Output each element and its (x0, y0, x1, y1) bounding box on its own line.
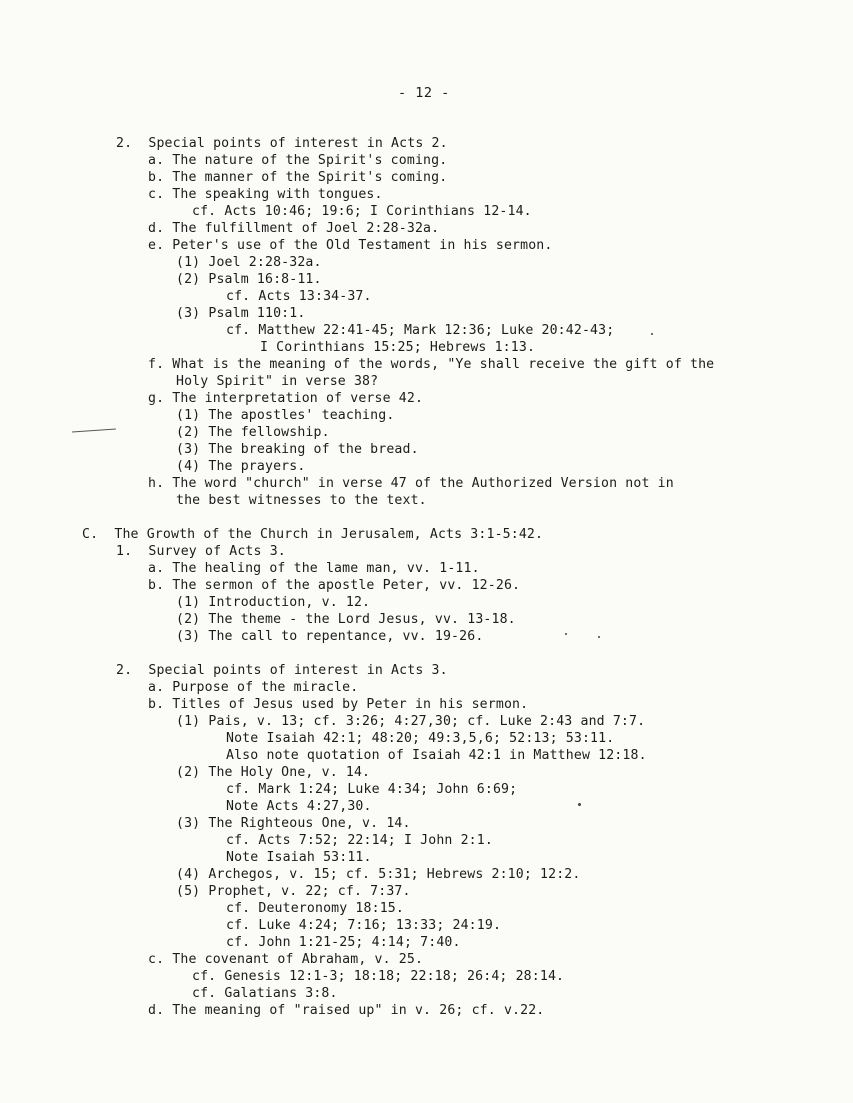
outline-line: b. The sermon of the apostle Peter, vv. 12-26. (148, 578, 521, 593)
outline-line: a. The healing of the lame man, vv. 1-11. (148, 561, 480, 576)
outline-line: cf. Luke 4:24; 7:16; 13:33; 24:19. (226, 918, 502, 933)
ink-speck (565, 633, 567, 635)
outline-line: Note Isaiah 53:11. (226, 850, 372, 865)
outline-line: b. The manner of the Spirit's coming. (148, 170, 448, 185)
outline-line: cf. Matthew 22:41-45; Mark 12:36; Luke 20:42-43; (226, 323, 615, 338)
outline-line: cf. Galatians 3:8. (192, 986, 338, 1001)
outline-line: (3) Psalm 110:1. (176, 306, 306, 321)
outline-line: a. The nature of the Spirit's coming. (148, 153, 448, 168)
outline-line: (3) The Righteous One, v. 14. (176, 816, 411, 831)
outline-line: (1) The apostles' teaching. (176, 408, 395, 423)
outline-line: cf. Acts 7:52; 22:14; I John 2:1. (226, 833, 493, 848)
outline-line: cf. Acts 13:34-37. (226, 289, 372, 304)
outline-line: (4) Archegos, v. 15; cf. 5:31; Hebrews 2:10; 12:2. (176, 867, 581, 882)
outline-line: a. Purpose of the miracle. (148, 680, 359, 695)
outline-line: h. The word "church" in verse 47 of the Authorized Version not in (148, 476, 674, 491)
outline-line: (1) Introduction, v. 12. (176, 595, 371, 610)
section-heading: C. The Growth of the Church in Jerusalem, Acts 3:1-5:42. (82, 527, 544, 542)
ink-speck (651, 333, 653, 335)
outline-line: c. The covenant of Abraham, v. 25. (148, 952, 424, 967)
outline-line: cf. Mark 1:24; Luke 4:34; John 6:69; (226, 782, 518, 797)
outline-line: Also note quotation of Isaiah 42:1 in Matthew 12:18. (226, 748, 647, 763)
outline-line: (1) Pais, v. 13; cf. 3:26; 4:27,30; cf. Luke 2:43 and 7:7. (176, 714, 646, 729)
outline-line: Holy Spirit" in verse 38? (176, 374, 379, 389)
outline-line: the best witnesses to the text. (176, 493, 427, 508)
outline-line: (2) The theme - the Lord Jesus, vv. 13-18. (176, 612, 516, 627)
outline-line: cf. John 1:21-25; 4:14; 7:40. (226, 935, 461, 950)
outline-line: (2) The fellowship. (176, 425, 330, 440)
outline-line: (5) Prophet, v. 22; cf. 7:37. (176, 884, 411, 899)
ink-speck (578, 803, 581, 806)
outline-line: Note Acts 4:27,30. (226, 799, 372, 814)
outline-line: I Corinthians 15:25; Hebrews 1:13. (260, 340, 536, 355)
outline-line: 1. Survey of Acts 3. (116, 544, 286, 559)
outline-line: b. Titles of Jesus used by Peter in his sermon. (148, 697, 529, 712)
outline-line: (4) The prayers. (176, 459, 306, 474)
outline-line: e. Peter's use of the Old Testament in his sermon. (148, 238, 553, 253)
outline-line: Note Isaiah 42:1; 48:20; 49:3,5,6; 52:13; 53:11. (226, 731, 615, 746)
page-number: - 12 - (398, 85, 450, 101)
outline-line: (2) Psalm 16:8-11. (176, 272, 322, 287)
outline-line: d. The fulfillment of Joel 2:28-32a. (148, 221, 440, 236)
outline-line: (1) Joel 2:28-32a. (176, 255, 322, 270)
outline-line: (3) The call to repentance, vv. 19-26. (176, 629, 484, 644)
outline-line: cf. Genesis 12:1-3; 18:18; 22:18; 26:4; 28:14. (192, 969, 565, 984)
outline-line: cf. Deuteronomy 18:15. (226, 901, 404, 916)
outline-line: g. The interpretation of verse 42. (148, 391, 424, 406)
outline-line: cf. Acts 10:46; 19:6; I Corinthians 12-14. (192, 204, 532, 219)
outline-line: d. The meaning of "raised up" in v. 26; cf. v.22. (148, 1003, 545, 1018)
outline-line: 2. Special points of interest in Acts 2. (116, 136, 448, 151)
outline-line: (3) The breaking of the bread. (176, 442, 419, 457)
pencil-mark (72, 428, 116, 432)
outline-line: 2. Special points of interest in Acts 3. (116, 663, 448, 678)
outline-line: c. The speaking with tongues. (148, 187, 383, 202)
outline-line: f. What is the meaning of the words, "Ye shall receive the gift of the (148, 357, 715, 372)
outline-line: (2) The Holy One, v. 14. (176, 765, 371, 780)
ink-speck (598, 636, 600, 638)
